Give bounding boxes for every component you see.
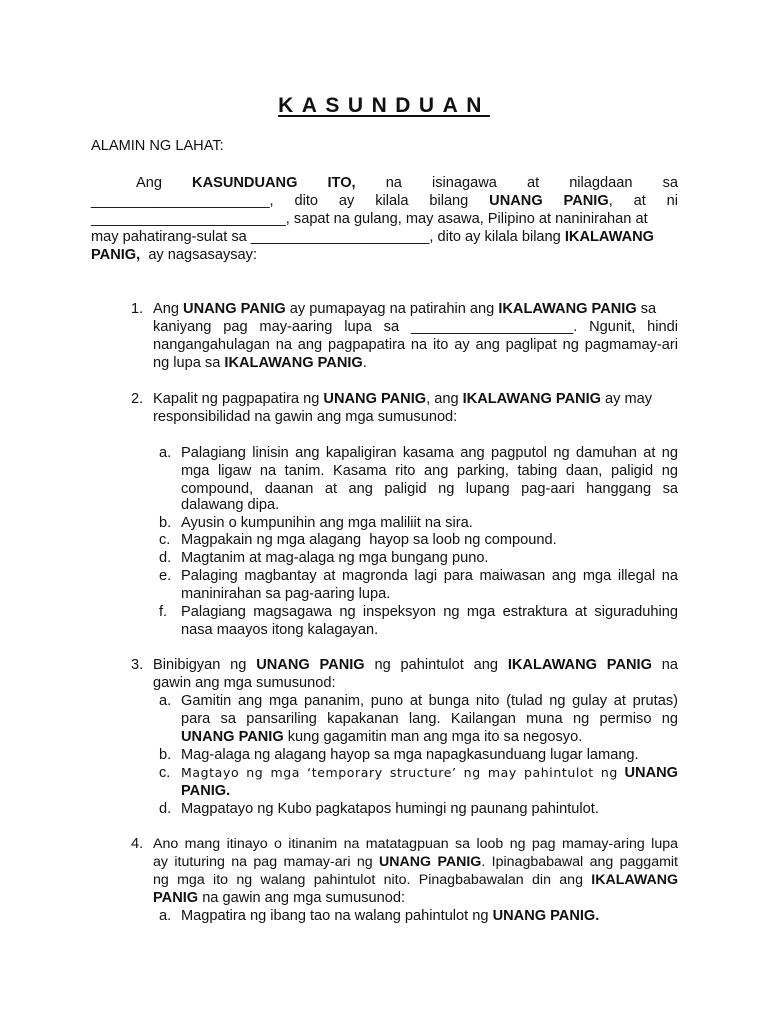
item-1-line-2: kaniyang pag may-aaring lupa sa ____________________. Ngunit, hindi bbox=[153, 319, 678, 335]
subitem-line: para sa pansariling kapakanan lang. Kailangan muna ng permiso ng bbox=[181, 711, 678, 727]
subitem-line: Magpakain ng mga alagang hayop sa loob ng compound. bbox=[181, 532, 557, 548]
item-number: 1. bbox=[131, 301, 144, 317]
subitem-letter: c. bbox=[159, 532, 171, 548]
subitem-line: Palagiang magsagawa ng inspeksyon ng mga estraktura at siguraduhing bbox=[181, 604, 678, 620]
subitem-line: compound, daanan at ang paligid ng lupang pag-aari hanggang sa bbox=[181, 481, 678, 497]
subitem-line: Magtanim at mag-alaga ng mga bungang puno. bbox=[181, 550, 489, 566]
subitem-line: Mag-alaga ng alagang hayop sa mga napagkasunduang lugar lamang. bbox=[181, 747, 639, 763]
subitem-line: dalawang dipa. bbox=[181, 497, 280, 513]
item-4-line-1: Ano mang itinayo o itinanim na matatagpuan sa loob ng pag mamay-aring lupa bbox=[153, 836, 678, 852]
subitem-line: Palaging magbantay at magronda lagi para maiwasan ang mga illegal na bbox=[181, 568, 678, 584]
subitem-line: Palagiang linisin ang kapaligiran kasama ang pagputol ng damuhan at ng bbox=[181, 445, 678, 461]
item-2-line-2: responsibilidad na gawin ang mga sumusunod: bbox=[153, 409, 458, 425]
item-number: 4. bbox=[131, 836, 144, 852]
item-3-line-2: gawin ang mga sumusunod: bbox=[153, 675, 336, 691]
subitem-letter: f. bbox=[159, 604, 168, 620]
subitem-line: Magpatayo ng Kubo pagkatapos humingi ng paunang pahintulot. bbox=[181, 801, 599, 817]
subitem-letter: e. bbox=[159, 568, 172, 584]
subitem-line: PANIG. bbox=[181, 783, 231, 799]
subitem-letter: d. bbox=[159, 801, 172, 817]
subitem-line: nasa maayos itong kalagayan. bbox=[181, 622, 379, 638]
subitem-letter: a. bbox=[159, 693, 172, 709]
item-number: 3. bbox=[131, 657, 144, 673]
item-3-line-1: Binibigyan ng UNANG PANIG ng pahintulot ang IKALAWANG PANIG na bbox=[153, 657, 679, 673]
subitem-line: Ayusin o kumpunihin ang mga maliliit na sira. bbox=[181, 515, 473, 531]
item-1-line-4: ng lupa sa IKALAWANG PANIG. bbox=[153, 355, 367, 371]
subitem-line: maninirahan sa pag-aaring lupa. bbox=[181, 586, 391, 602]
intro-line-2: ______________________, dito ay kilala bilang UNANG PANIG, at ni bbox=[91, 193, 679, 209]
subitem-letter: c. bbox=[159, 765, 171, 781]
subitem-letter: b. bbox=[159, 747, 172, 763]
subitem-letter: a. bbox=[159, 445, 172, 461]
intro-line-1: Ang KASUNDUANG ITO, na isinagawa at nilagdaan sa bbox=[136, 175, 678, 191]
item-4-line-2: ay ituturing na pag mamay-ari ng UNANG PANIG. Ipinagbabawal ang paggamit bbox=[153, 854, 678, 870]
intro-line-4: may pahatirang-sulat sa ______________________, dito ay kilala bilang IKALAWANG bbox=[91, 229, 655, 245]
document-title: KASUNDUAN bbox=[278, 94, 490, 117]
subitem-line: Magtayo ng mga ‘temporary structure’ ng may pahintulot ng UNANG bbox=[181, 765, 678, 781]
subitem-line: Magpatira ng ibang tao na walang pahintulot ng UNANG PANIG. bbox=[181, 908, 600, 924]
subitem-line: UNANG PANIG kung gagamitin man ang mga ito sa negosyo. bbox=[181, 729, 583, 745]
item-2-line-1: Kapalit ng pagpapatira ng UNANG PANIG, ang IKALAWANG PANIG ay may bbox=[153, 391, 653, 407]
item-1-line-1: Ang UNANG PANIG ay pumapayag na patirahin ang IKALAWANG PANIG sa bbox=[153, 301, 657, 317]
item-4-line-4: PANIG na gawin ang mga sumusunod: bbox=[153, 890, 406, 906]
intro-line-3: ________________________, sapat na gulang, may asawa, Pilipino at naninirahan at bbox=[91, 211, 648, 227]
subitem-line: mga ligaw na tanim. Kasama rito ang parking, tabing daan, paligid ng bbox=[181, 463, 678, 479]
subitem-letter: a. bbox=[159, 908, 172, 924]
subitem-line: Gamitin ang mga pananim, puno at bunga nito (tulad ng gulay at prutas) bbox=[181, 693, 678, 709]
subitem-letter: d. bbox=[159, 550, 172, 566]
item-number: 2. bbox=[131, 391, 144, 407]
subitem-letter: b. bbox=[159, 515, 172, 531]
salutation: ALAMIN NG LAHAT: bbox=[91, 138, 224, 154]
intro-line-5: PANIG, ay nagsasaysay: bbox=[91, 247, 258, 263]
item-1-line-3: nangangahulagan na ang pagpapatira na ito ay ang paglipat ng pagmamay-ari bbox=[153, 337, 678, 353]
item-4-line-3: ng mga ito ng walang pahintulot nito. Pinagbabawalan din ang IKALAWANG bbox=[153, 872, 678, 888]
